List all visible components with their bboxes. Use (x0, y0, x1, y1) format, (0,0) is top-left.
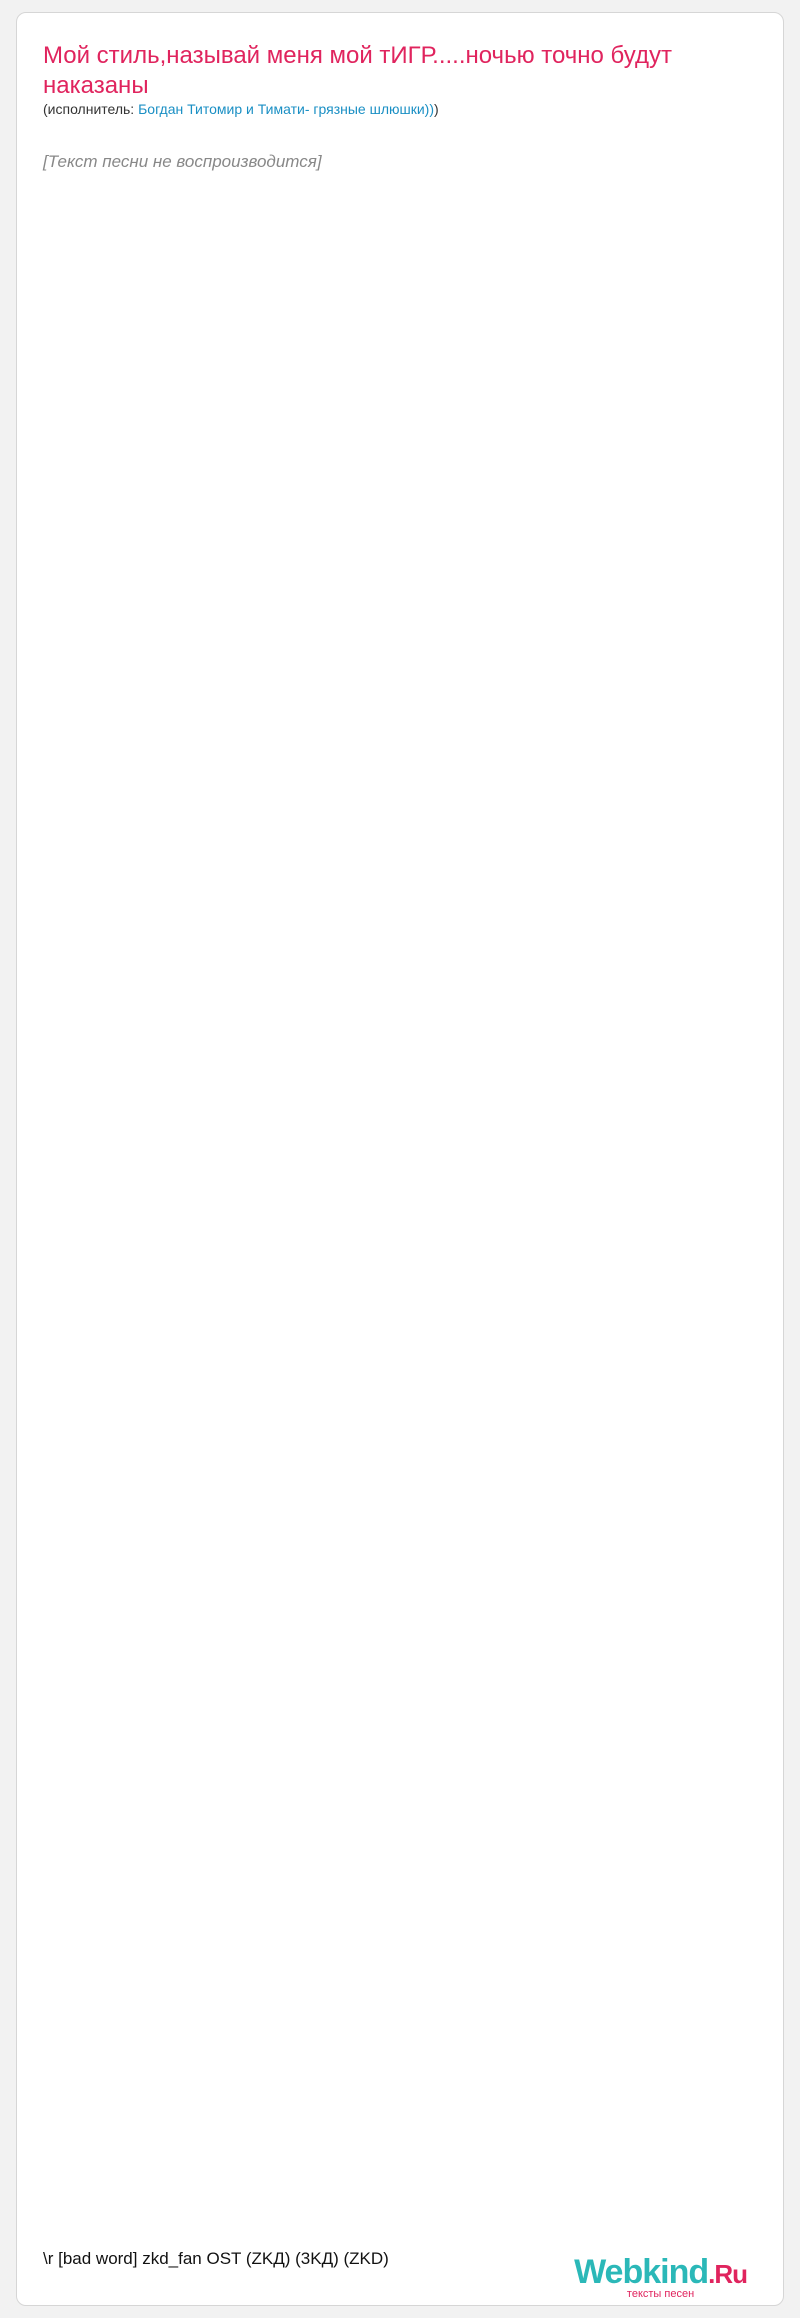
lyrics-footer: \r [bad word] zkd_fan OST (ZKД) (3KД) (ZKD) (43, 2249, 389, 2268)
logo-wordmark (574, 2253, 747, 2292)
song-title: Мой стиль,называй меня мой тИГР.....ночью точно будут наказаны (43, 42, 672, 99)
logo-main-text: Webkind (574, 2253, 709, 2291)
webkind-logo[interactable] (574, 2253, 747, 2300)
lyrics-card (16, 12, 784, 2306)
performer-suffix: ) (434, 101, 439, 117)
logo-tagline: тексты песен (626, 2288, 695, 2300)
performer-prefix: (исполнитель: (43, 101, 135, 117)
performer-link[interactable]: Богдан Титомир и Тимати- грязные шлюшки)) (138, 101, 435, 117)
performer-line (43, 101, 439, 117)
logo-tld: .Ru (708, 2259, 747, 2289)
lyrics-text: [Текст песни не воспроизводится] (43, 152, 322, 171)
